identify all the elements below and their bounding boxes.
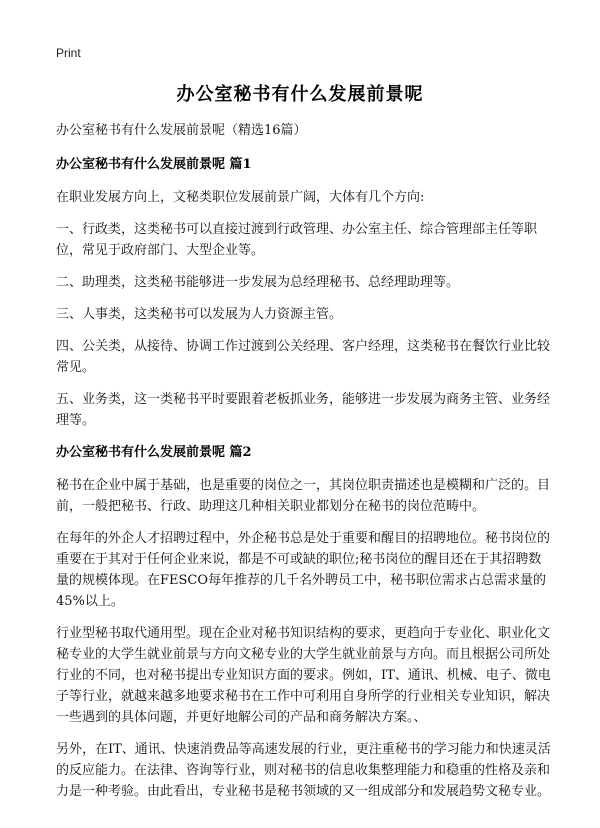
paragraph: 三、人事类，这类秘书可以发展为人力资源主管。 — [56, 307, 343, 322]
paragraph: 一、行政类，这类秘书可以直接过渡到行政管理、办公室主任、综合管理部主任等职位，常见于政府部门、大型企业等。 — [56, 222, 538, 258]
document-title: 办公室秘书有什么发展前景呢 — [176, 84, 424, 105]
paragraph: 另外，在IT、通讯、快速消费品等高速发展的行业，更注重秘书的学习能力和快速灵活的反应能力。在法律、咨询等行业，则对秘书的信息收集整理能力和稳重的性格及亲和力是一种考验。由此看出，专业秘书是秘书领域的又一组成部分和发展趋势文秘专业。 — [56, 742, 551, 799]
paragraph: 行业型秘书取代通用型。现在企业对秘书知识结构的要求，更趋向于专业化、职业化文秘专业的大学生就业前景与方向文秘专业的大学生就业前景与方向。而且根据公司所处行业的不同，也对秘书提出专业知识方面的要求。例如，IT、通讯、机械、电子、微电子等行业，就越来越多地要求秘书在工作中可利用自身所学的行业相关专业知识，解决一些遇到的具体问题，并更好地解公司的产品和商务解决方案。、 — [56, 626, 551, 725]
paragraph: 四、公关类，从接待、协调工作过渡到公关经理、客户经理，这类秘书在餐饮行业比较常见。 — [56, 339, 551, 375]
document-subtitle: 办公室秘书有什么发展前景呢（精选16篇） — [56, 123, 307, 138]
section-heading-2: 办公室秘书有什么发展前景呢 篇2 — [56, 445, 252, 460]
paragraph: 在职业发展方向上，文秘类职位发展前景广阔，大体有几个方向: — [56, 190, 425, 205]
paragraph: 五、业务类，这一类秘书平时要跟着老板抓业务，能够进一步发展为商务主管、业务经理等。 — [56, 392, 551, 428]
paragraph: 在每年的外企人才招聘过程中，外企秘书总是处于重要和醒目的招聘地位。秘书岗位的重要在于其对于任何企业来说，都是不可或缺的职位;秘书岗位的醒目还在于其招聘数量的规模体现。在FESCO每年推荐的几千名外聘员工中，秘书职位需求占总需求量的45%以上。 — [56, 531, 551, 609]
paragraph: 二、助理类，这类秘书能够进一步发展为总经理秘书、总经理助理等。 — [56, 275, 460, 290]
section-heading-1: 办公室秘书有什么发展前景呢 篇1 — [56, 157, 252, 172]
paragraph: 秘书在企业中属于基础，也是重要的岗位之一，其岗位职责描述也是模糊和广泛的。目前，一般把秘书、行政、助理这几种相关职业都划分在秘书的岗位范畴中。 — [56, 478, 551, 514]
document-body — [56, 120, 552, 813]
print-label: Print — [56, 46, 81, 60]
